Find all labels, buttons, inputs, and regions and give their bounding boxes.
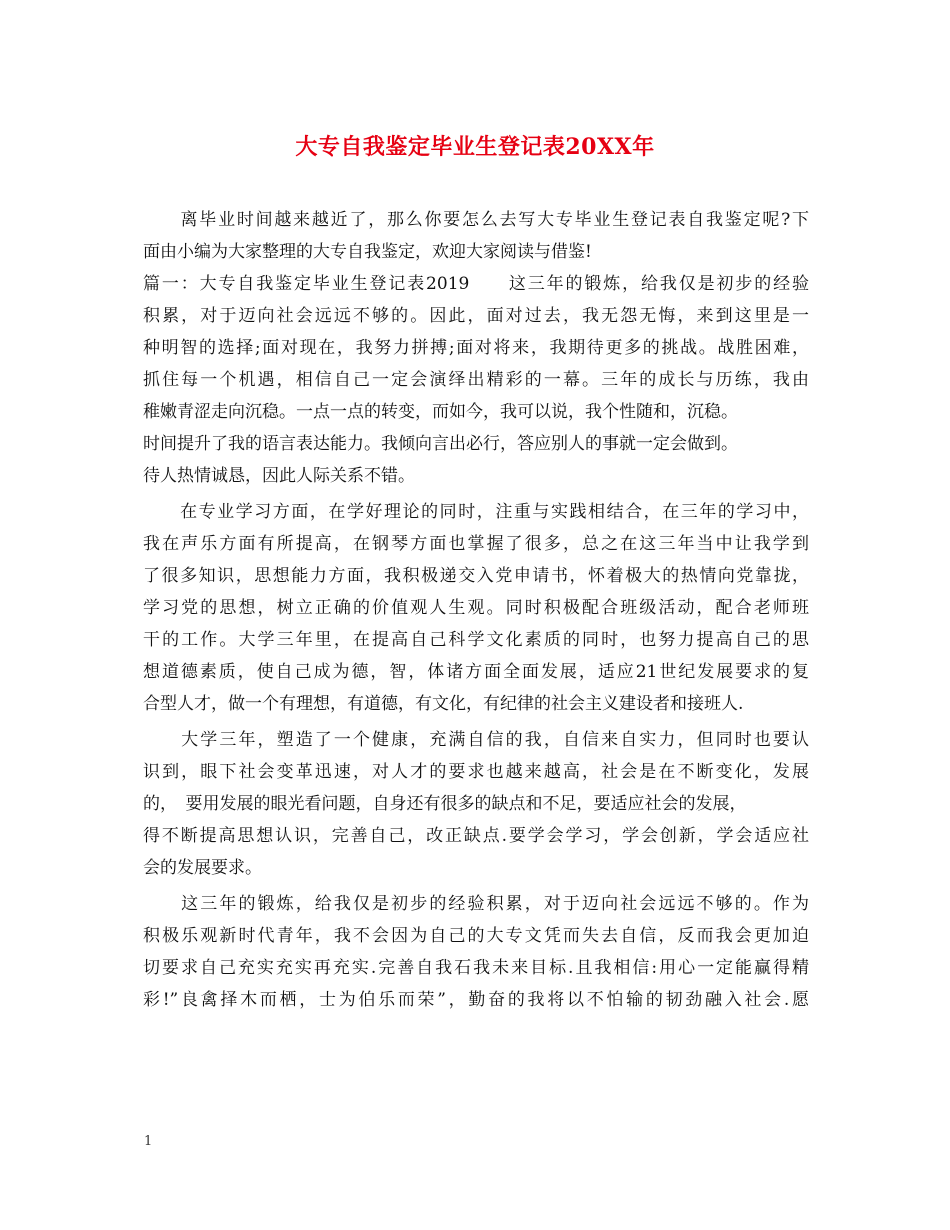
paragraph (143, 496, 809, 720)
text-line: 会的发展要求。 (143, 858, 262, 878)
text-line: 学习党的思想，树立正确的价值观人生观。同时积极配合班级活动，配合老师班 (143, 598, 809, 618)
paragraph (143, 724, 809, 884)
text-line: 的， 要用发展的眼光看问题，自身还有很多的缺点和不足，要适应社会的发展， (143, 794, 747, 814)
text-line: 积极乐观新时代青年，我不会因为自己的大专文凭而失去自信，反而我会更加迫 (143, 926, 809, 946)
document-title: 大专自我鉴定毕业生登记表20XX年 (295, 134, 655, 160)
text-line: 得不断提高思想认识，完善自己，改正缺点.要学会学习，学会创新，学会适应社 (143, 826, 809, 846)
text-line: 切要求自己充实充实再充实.完善自我石我未来目标.且我相信:用心一定能赢得精 (143, 958, 809, 978)
text-line: 想道德素质，使自己成为德，智，体诸方面全面发展，适应21世纪发展要求的复 (143, 662, 809, 682)
page-number: 1 (144, 1134, 153, 1149)
text-line: 离毕业时间越来越近了，那么你要怎么去写大专毕业生登记表自我鉴定呢?下 (143, 210, 809, 230)
text-line: 彩!”良禽择木而栖，士为伯乐而荣”，勤奋的我将以不怕输的韧劲融入社会.愿 (143, 990, 809, 1010)
paragraph (143, 888, 809, 1016)
text-line: 待人热情诚恳，因此人际关系不错。 (143, 466, 415, 486)
text-line: 时间提升了我的语言表达能力。我倾向言出必行，答应别人的事就一定会做到。 (143, 434, 738, 454)
text-line: 大学三年，塑造了一个健康，充满自信的我，自信来自实力，但同时也要认 (143, 730, 809, 750)
text-line: 在专业学习方面，在学好理论的同时，注重与实践相结合，在三年的学习中， (143, 502, 809, 522)
text-line: 稚嫩青涩走向沉稳。一点一点的转变，而如今，我可以说，我个性随和，沉稳。 (143, 402, 738, 422)
paragraph (143, 204, 809, 492)
text-line: 了很多知识，思想能力方面，我积极递交入党申请书，怀着极大的热情向党靠拢， (143, 566, 809, 586)
text-line: 干的工作。大学三年里，在提高自己科学文化素质的同时，也努力提高自己的思 (143, 630, 809, 650)
text-line: 抓住每一个机遇，相信自己一定会演绎出精彩的一幕。三年的成长与历练，我由 (143, 370, 809, 390)
text-line: 我在声乐方面有所提高，在钢琴方面也掌握了很多，总之在这三年当中让我学到 (143, 534, 809, 554)
text-line: 这三年的锻炼，给我仅是初步的经验积累，对于迈向社会远远不够的。作为 (143, 894, 809, 914)
text-line: 面由小编为大家整理的大专自我鉴定，欢迎大家阅读与借鉴! (143, 242, 592, 262)
text-line: 篇一：大专自我鉴定毕业生登记表2019 这三年的锻炼，给我仅是初步的经验 (143, 274, 809, 294)
text-line: 识到，眼下社会变革迅速，对人才的要求也越来越高，社会是在不断变化，发展 (143, 762, 809, 782)
text-line: 积累，对于迈向社会远远不够的。因此，面对过去，我无怨无悔，来到这里是一 (143, 306, 809, 326)
document-body (143, 204, 809, 1016)
text-line: 合型人才，做一个有理想，有道德，有文化，有纪律的社会主义建设者和接班人. (143, 694, 744, 714)
text-line: 种明智的选择;面对现在，我努力拼搏;面对将来，我期待更多的挑战。战胜困难， (143, 338, 809, 358)
